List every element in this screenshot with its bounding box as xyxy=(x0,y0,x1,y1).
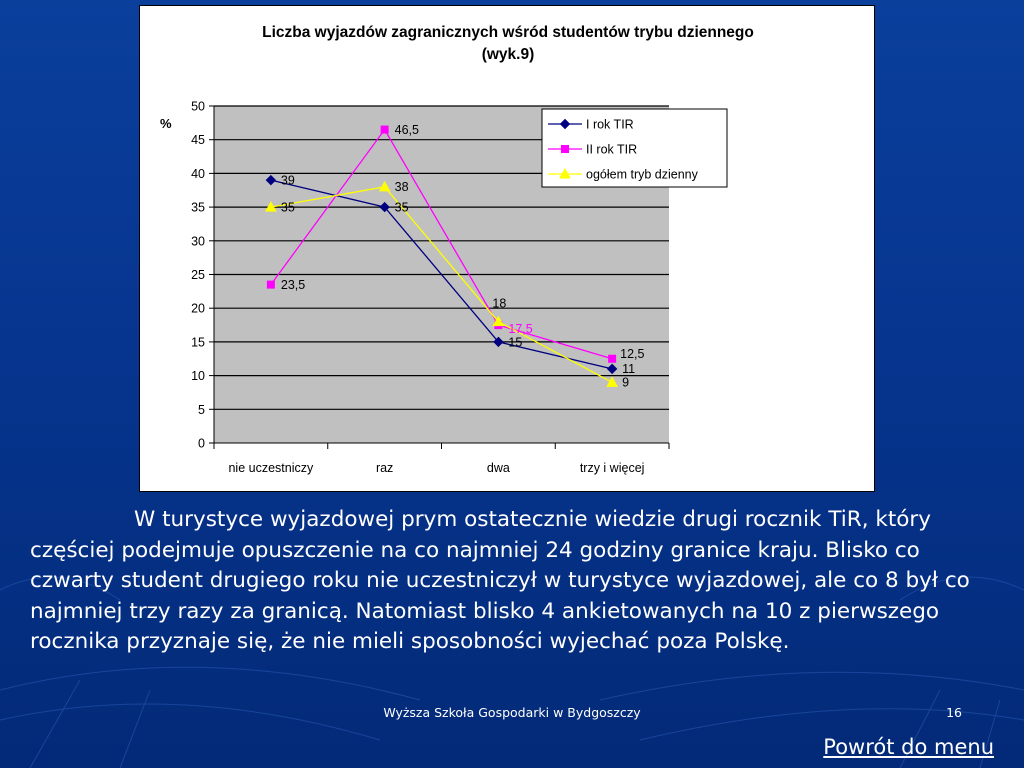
y-tick-label: 5 xyxy=(198,402,205,417)
data-label: 15 xyxy=(508,335,523,350)
x-tick-label: dwa xyxy=(486,461,510,475)
data-label: 23,5 xyxy=(280,278,306,293)
data-label: 35 xyxy=(280,200,295,215)
y-tick-label: 10 xyxy=(191,369,205,384)
data-label: 46,5 xyxy=(394,123,419,138)
x-tick-label: raz xyxy=(375,461,394,475)
legend-label: ogółem tryb dzienny xyxy=(586,167,698,182)
data-label: 39 xyxy=(280,173,295,188)
y-tick-label: 50 xyxy=(191,99,205,114)
line-chart xyxy=(140,6,876,493)
legend-label: II rok TIR xyxy=(586,142,638,157)
y-tick-label: 0 xyxy=(198,436,205,451)
x-tick-label: nie uczestniczy xyxy=(228,461,314,475)
y-tick-label: 45 xyxy=(191,133,205,148)
data-label: 11 xyxy=(622,361,636,376)
x-tick-label: trzy i więcej xyxy=(579,461,645,475)
y-tick-label: 35 xyxy=(191,200,205,215)
data-label: 18 xyxy=(492,296,507,311)
chart-panel xyxy=(139,5,875,492)
back-to-menu-link[interactable]: Powrót do menu xyxy=(823,735,994,759)
y-axis-label: % xyxy=(160,116,172,131)
y-tick-label: 40 xyxy=(191,166,205,181)
y-tick-label: 20 xyxy=(191,301,205,316)
data-point xyxy=(267,281,274,288)
data-label: 38 xyxy=(394,179,409,194)
legend-marker xyxy=(562,146,569,153)
y-tick-label: 15 xyxy=(191,335,205,350)
chart-title: Liczba wyjazdów zagranicznych wśród studentów trybu dziennego (wyk.9) xyxy=(262,24,754,63)
y-tick-label: 25 xyxy=(191,268,205,282)
data-label: 17,5 xyxy=(508,322,533,337)
page-number: 16 xyxy=(946,705,962,720)
data-label: 9 xyxy=(622,375,630,390)
data-point xyxy=(381,126,388,133)
footer-institution: Wyższa Szkoła Gospodarki w Bydgoszczy xyxy=(383,705,641,720)
data-label: 35 xyxy=(394,200,409,215)
body-paragraph: W turystyce wyjazdowej prym ostatecznie wiedzie drugi rocznik TiR, który częściej podejmuje opuszczenie na co najmniej 24 godziny granice kraju. Blisko co czwarty student drugiego roku nie uczestniczył w turystyce wyjazdowej, ale co 8 był co najmniej trzy razy za granicą. Natomiast blisko 4 ankietowanych na 10 z pierwszego rocznika przyznaje się, że nie mieli sposobności wyjechać poza Polskę. xyxy=(30,507,970,654)
data-point xyxy=(609,355,616,362)
data-label: 12,5 xyxy=(620,346,645,361)
legend-label: I rok TIR xyxy=(586,117,634,132)
y-tick-label: 30 xyxy=(191,234,205,249)
